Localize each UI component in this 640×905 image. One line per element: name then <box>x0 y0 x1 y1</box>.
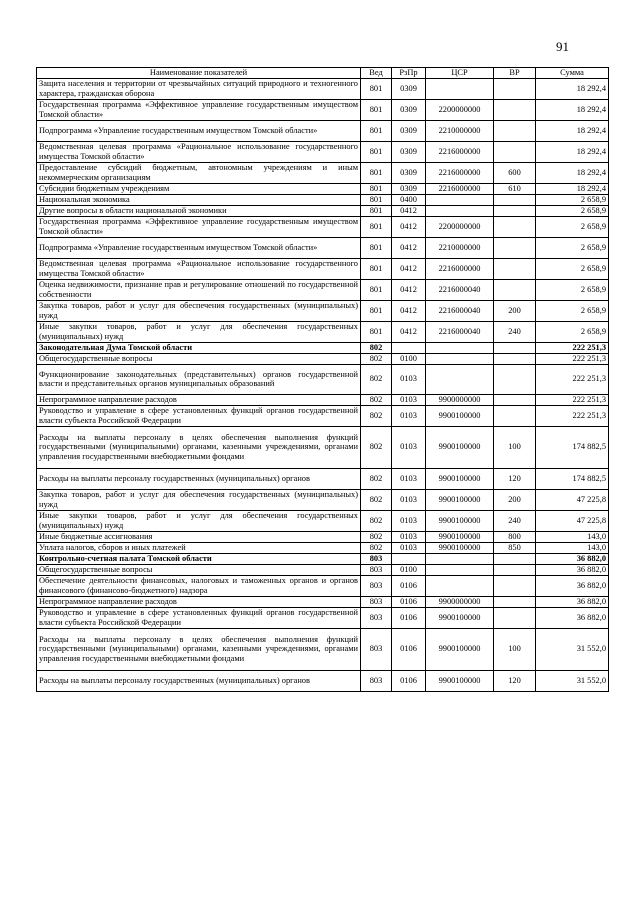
row-ved: 801 <box>361 216 392 237</box>
row-vr: 600 <box>494 162 536 183</box>
row-sum: 47 225,8 <box>536 489 609 510</box>
row-csr <box>426 553 494 564</box>
row-vr <box>494 342 536 353</box>
row-ved: 802 <box>361 510 392 531</box>
table-row <box>37 321 609 342</box>
row-rzpr: 0309 <box>392 183 426 194</box>
row-ved: 802 <box>361 394 392 405</box>
row-csr: 9900100000 <box>426 405 494 426</box>
row-sum: 2 658,9 <box>536 258 609 279</box>
row-rzpr: 0103 <box>392 364 426 394</box>
row-csr <box>426 194 494 205</box>
budget-table <box>36 67 609 692</box>
row-rzpr: 0412 <box>392 279 426 300</box>
row-name: Другие вопросы в области национальной экономики <box>37 205 361 216</box>
row-csr <box>426 564 494 575</box>
row-csr: 2216000000 <box>426 258 494 279</box>
row-ved: 801 <box>361 78 392 99</box>
table-row <box>37 468 609 489</box>
row-ved: 801 <box>361 194 392 205</box>
row-csr: 9900100000 <box>426 510 494 531</box>
row-sum: 174 882,5 <box>536 468 609 489</box>
row-rzpr: 0412 <box>392 237 426 258</box>
row-name: Расходы на выплаты персоналу государственных (муниципальных) органов <box>37 468 361 489</box>
row-vr: 120 <box>494 670 536 691</box>
row-name: Закупка товаров, работ и услуг для обеспечения государственных (муниципальных) нужд <box>37 300 361 321</box>
row-sum: 2 658,9 <box>536 237 609 258</box>
row-ved: 803 <box>361 628 392 670</box>
row-rzpr: 0309 <box>392 141 426 162</box>
row-ved: 802 <box>361 405 392 426</box>
row-csr: 2200000000 <box>426 216 494 237</box>
table-row <box>37 394 609 405</box>
row-sum: 18 292,4 <box>536 120 609 141</box>
row-ved: 801 <box>361 120 392 141</box>
table-row <box>37 575 609 596</box>
row-name: Национальная экономика <box>37 194 361 205</box>
row-ved: 801 <box>361 99 392 120</box>
row-name: Закупка товаров, работ и услуг для обеспечения государственных (муниципальных) нужд <box>37 489 361 510</box>
table-row <box>37 564 609 575</box>
row-csr: 9900100000 <box>426 489 494 510</box>
row-name: Обеспечение деятельности финансовых, налоговых и таможенных органов и органов финансового (финансово-бюджетного) надзора <box>37 575 361 596</box>
row-name: Непрограммное направление расходов <box>37 596 361 607</box>
row-rzpr: 0103 <box>392 510 426 531</box>
row-vr <box>494 405 536 426</box>
table-row <box>37 426 609 468</box>
row-vr <box>494 279 536 300</box>
row-csr <box>426 353 494 364</box>
row-rzpr: 0106 <box>392 596 426 607</box>
row-name: Законодательная Дума Томской области <box>37 342 361 353</box>
header-vr: ВР <box>494 68 536 79</box>
row-csr: 9900100000 <box>426 468 494 489</box>
row-ved: 803 <box>361 575 392 596</box>
row-sum: 36 882,0 <box>536 564 609 575</box>
row-ved: 803 <box>361 553 392 564</box>
table-row <box>37 141 609 162</box>
row-name: Иные закупки товаров, работ и услуг для обеспечения государственных (муниципальных) нужд <box>37 321 361 342</box>
row-rzpr: 0103 <box>392 394 426 405</box>
row-rzpr: 0106 <box>392 670 426 691</box>
row-rzpr <box>392 342 426 353</box>
row-ved: 801 <box>361 279 392 300</box>
row-csr: 9900100000 <box>426 542 494 553</box>
table-row <box>37 300 609 321</box>
row-name: Предоставление субсидий бюджетным, автономным учреждениям и иным некоммерческим организациям <box>37 162 361 183</box>
row-csr: 9900100000 <box>426 426 494 468</box>
row-rzpr: 0309 <box>392 120 426 141</box>
row-vr <box>494 120 536 141</box>
row-vr <box>494 553 536 564</box>
row-rzpr: 0106 <box>392 628 426 670</box>
row-vr: 100 <box>494 426 536 468</box>
row-ved: 802 <box>361 468 392 489</box>
row-rzpr: 0100 <box>392 564 426 575</box>
row-sum: 18 292,4 <box>536 162 609 183</box>
header-name: Наименование показателей <box>37 68 361 79</box>
row-rzpr: 0412 <box>392 300 426 321</box>
row-name: Расходы на выплаты персоналу государственных (муниципальных) органов <box>37 670 361 691</box>
row-rzpr: 0103 <box>392 542 426 553</box>
row-csr: 9900100000 <box>426 607 494 628</box>
row-vr: 100 <box>494 628 536 670</box>
row-csr: 2216000040 <box>426 279 494 300</box>
row-name: Подпрограмма «Управление государственным имуществом Томской области» <box>37 120 361 141</box>
row-rzpr: 0412 <box>392 205 426 216</box>
table-row <box>37 489 609 510</box>
row-sum: 143,0 <box>536 542 609 553</box>
table-row <box>37 510 609 531</box>
row-sum: 174 882,5 <box>536 426 609 468</box>
table-row <box>37 216 609 237</box>
row-rzpr: 0309 <box>392 162 426 183</box>
row-vr: 850 <box>494 542 536 553</box>
row-ved: 802 <box>361 353 392 364</box>
row-sum: 2 658,9 <box>536 300 609 321</box>
row-ved: 801 <box>361 162 392 183</box>
table-header-row <box>37 68 609 79</box>
row-name: Защита населения и территории от чрезвычайных ситуаций природного и техногенного характера, гражданская оборона <box>37 78 361 99</box>
row-name: Непрограммное направление расходов <box>37 394 361 405</box>
table-row <box>37 596 609 607</box>
row-rzpr: 0400 <box>392 194 426 205</box>
row-vr: 240 <box>494 321 536 342</box>
row-name: Ведомственная целевая программа «Рациональное использование государственного имущества Томской области» <box>37 141 361 162</box>
row-rzpr: 0103 <box>392 405 426 426</box>
row-sum: 2 658,9 <box>536 194 609 205</box>
row-csr <box>426 364 494 394</box>
row-rzpr: 0103 <box>392 468 426 489</box>
row-csr: 9900100000 <box>426 670 494 691</box>
row-name: Руководство и управление в сфере установленных функций органов государственной власти субъекта Российской Федерации <box>37 405 361 426</box>
table-row <box>37 531 609 542</box>
row-sum: 36 882,0 <box>536 596 609 607</box>
row-csr <box>426 342 494 353</box>
row-rzpr: 0103 <box>392 426 426 468</box>
row-ved: 802 <box>361 531 392 542</box>
row-csr <box>426 575 494 596</box>
row-name: Общегосударственные вопросы <box>37 564 361 575</box>
row-ved: 801 <box>361 141 392 162</box>
row-vr: 240 <box>494 510 536 531</box>
row-name: Иные закупки товаров, работ и услуг для обеспечения государственных (муниципальных) нужд <box>37 510 361 531</box>
header-sum: Сумма <box>536 68 609 79</box>
page-number: 91 <box>556 39 569 54</box>
row-ved: 803 <box>361 596 392 607</box>
row-name: Расходы на выплаты персоналу в целях обеспечения выполнения функций государственными (муниципальными) органами, казенными учреждениями, органами управления государственными внебюджетными фондами <box>37 628 361 670</box>
row-vr <box>494 353 536 364</box>
header-rzpr: РзПр <box>392 68 426 79</box>
row-csr <box>426 205 494 216</box>
row-sum: 2 658,9 <box>536 205 609 216</box>
table-row <box>37 258 609 279</box>
table-body <box>37 78 609 691</box>
row-sum: 2 658,9 <box>536 279 609 300</box>
row-sum: 222 251,3 <box>536 342 609 353</box>
row-vr <box>494 364 536 394</box>
row-vr <box>494 205 536 216</box>
row-ved: 802 <box>361 489 392 510</box>
header-csr: ЦСР <box>426 68 494 79</box>
table-row <box>37 162 609 183</box>
row-csr: 9900100000 <box>426 628 494 670</box>
row-ved: 801 <box>361 237 392 258</box>
row-sum: 31 552,0 <box>536 670 609 691</box>
row-ved: 801 <box>361 258 392 279</box>
row-ved: 802 <box>361 364 392 394</box>
row-rzpr: 0412 <box>392 258 426 279</box>
row-rzpr: 0103 <box>392 489 426 510</box>
row-vr: 120 <box>494 468 536 489</box>
row-vr <box>494 99 536 120</box>
row-vr <box>494 394 536 405</box>
row-name: Подпрограмма «Управление государственным имуществом Томской области» <box>37 237 361 258</box>
row-rzpr: 0106 <box>392 607 426 628</box>
row-csr: 2216000000 <box>426 183 494 194</box>
header-ved: Вед <box>361 68 392 79</box>
row-rzpr: 0103 <box>392 531 426 542</box>
row-sum: 18 292,4 <box>536 141 609 162</box>
row-csr: 2216000000 <box>426 162 494 183</box>
table-row <box>37 364 609 394</box>
row-csr: 9900000000 <box>426 394 494 405</box>
row-ved: 801 <box>361 321 392 342</box>
row-vr <box>494 216 536 237</box>
row-vr <box>494 596 536 607</box>
table-row <box>37 279 609 300</box>
row-ved: 803 <box>361 607 392 628</box>
row-sum: 222 251,3 <box>536 394 609 405</box>
row-name: Государственная программа «Эффективное управление государственным имуществом Томской области» <box>37 216 361 237</box>
row-name: Расходы на выплаты персоналу в целях обеспечения выполнения функций государственными (муниципальными) органами, казенными учреждениями, органами управления государственными внебюджетными фондами <box>37 426 361 468</box>
table-row <box>37 405 609 426</box>
row-vr <box>494 258 536 279</box>
row-sum: 222 251,3 <box>536 353 609 364</box>
row-rzpr: 0100 <box>392 353 426 364</box>
row-vr: 200 <box>494 489 536 510</box>
row-name: Уплата налогов, сборов и иных платежей <box>37 542 361 553</box>
row-rzpr: 0309 <box>392 78 426 99</box>
row-vr <box>494 607 536 628</box>
row-csr: 2210000000 <box>426 120 494 141</box>
row-name: Государственная программа «Эффективное управление государственным имуществом Томской области» <box>37 99 361 120</box>
row-csr: 9900000000 <box>426 596 494 607</box>
row-csr: 2210000000 <box>426 237 494 258</box>
row-ved: 803 <box>361 670 392 691</box>
row-ved: 802 <box>361 426 392 468</box>
table-row <box>37 237 609 258</box>
table-row <box>37 120 609 141</box>
row-vr: 800 <box>494 531 536 542</box>
row-name: Субсидии бюджетным учреждениям <box>37 183 361 194</box>
row-rzpr: 0412 <box>392 216 426 237</box>
table-row <box>37 78 609 99</box>
table-row <box>37 553 609 564</box>
row-ved: 802 <box>361 342 392 353</box>
row-sum: 36 882,0 <box>536 553 609 564</box>
table-row <box>37 205 609 216</box>
table-row <box>37 99 609 120</box>
row-csr: 2216000000 <box>426 141 494 162</box>
row-sum: 222 251,3 <box>536 364 609 394</box>
row-vr <box>494 575 536 596</box>
row-name: Оценка недвижимости, признание прав и регулирование отношений по государственной собственности <box>37 279 361 300</box>
table-row <box>37 353 609 364</box>
row-sum: 143,0 <box>536 531 609 542</box>
table-row <box>37 194 609 205</box>
row-vr <box>494 237 536 258</box>
row-csr <box>426 78 494 99</box>
row-sum: 2 658,9 <box>536 216 609 237</box>
row-vr: 200 <box>494 300 536 321</box>
row-csr: 2216000040 <box>426 321 494 342</box>
row-name: Контрольно-счетная палата Томской области <box>37 553 361 564</box>
table-row <box>37 670 609 691</box>
row-rzpr: 0412 <box>392 321 426 342</box>
row-rzpr: 0309 <box>392 99 426 120</box>
row-name: Общегосударственные вопросы <box>37 353 361 364</box>
row-vr <box>494 141 536 162</box>
row-ved: 801 <box>361 205 392 216</box>
row-vr <box>494 194 536 205</box>
row-sum: 18 292,4 <box>536 183 609 194</box>
row-ved: 801 <box>361 183 392 194</box>
row-vr <box>494 564 536 575</box>
row-sum: 2 658,9 <box>536 321 609 342</box>
row-rzpr <box>392 553 426 564</box>
row-sum: 36 882,0 <box>536 607 609 628</box>
row-ved: 803 <box>361 564 392 575</box>
row-sum: 222 251,3 <box>536 405 609 426</box>
row-ved: 801 <box>361 300 392 321</box>
row-vr: 610 <box>494 183 536 194</box>
row-name: Руководство и управление в сфере установленных функций органов государственной власти субъекта Российской Федерации <box>37 607 361 628</box>
table-row <box>37 542 609 553</box>
row-sum: 31 552,0 <box>536 628 609 670</box>
row-csr: 2216000040 <box>426 300 494 321</box>
row-name: Функционирование законодательных (представительных) органов государственной власти и представительных органов муниципальных образований <box>37 364 361 394</box>
row-csr: 9900100000 <box>426 531 494 542</box>
row-name: Иные бюджетные ассигнования <box>37 531 361 542</box>
row-ved: 802 <box>361 542 392 553</box>
table-row <box>37 607 609 628</box>
row-csr: 2200000000 <box>426 99 494 120</box>
row-name: Ведомственная целевая программа «Рациональное использование государственного имущества Томской области» <box>37 258 361 279</box>
row-sum: 18 292,4 <box>536 99 609 120</box>
table-row <box>37 183 609 194</box>
table-row <box>37 342 609 353</box>
row-sum: 18 292,4 <box>536 78 609 99</box>
row-rzpr: 0106 <box>392 575 426 596</box>
table-row <box>37 628 609 670</box>
row-sum: 36 882,0 <box>536 575 609 596</box>
row-sum: 47 225,8 <box>536 510 609 531</box>
row-vr <box>494 78 536 99</box>
